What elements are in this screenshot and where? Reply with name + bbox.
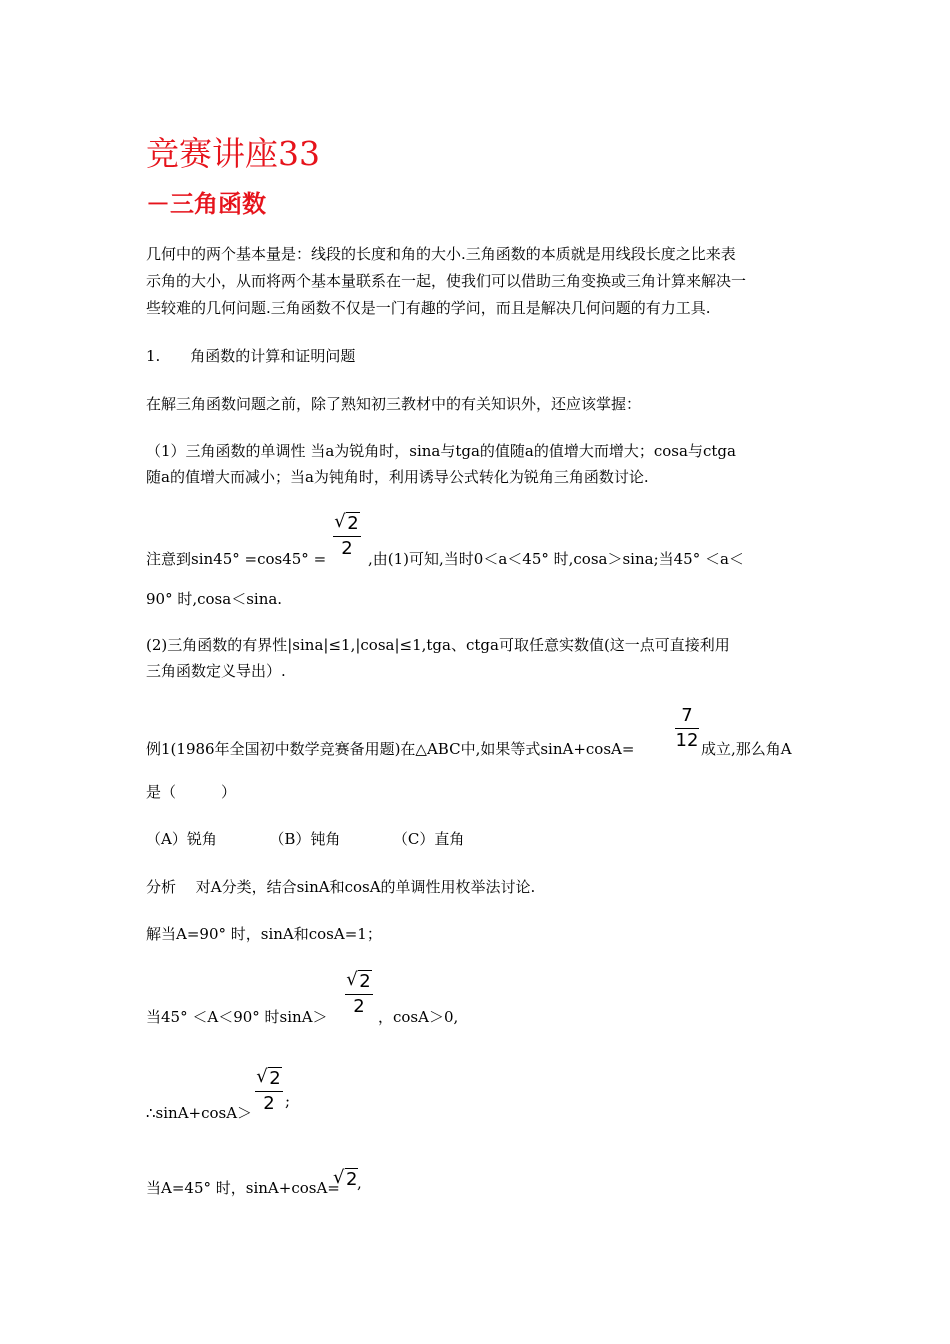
fraction-sqrt2-over-2: √ 2 2 [345,970,373,1019]
example1-line-2: 是（ ） [146,783,237,801]
page-title: 竞赛讲座33 [146,134,320,173]
solution-line-2-suffix: ，cosA＞0, [378,1008,459,1026]
solution-line-3-prefix: ∴sinA+cosA＞ [146,1104,253,1122]
intro-line-2: 示角的大小，从而将两个基本量联系在一起，使我们可以借助三角变换或三角计算来解决一 [146,272,747,290]
fraction-sqrt2-over-2: √ 2 2 [333,512,361,561]
intro-line-3: 些较难的几何问题.三角函数不仅是一门有趣的学问，而且是解决几何问题的有力工具. [146,299,711,317]
intro-line-1: 几何中的两个基本量是：线段的长度和角的大小.三角函数的本质就是用线段长度之比来表 [146,245,736,263]
fraction-sqrt2-over-2: √ 2 2 [255,1067,283,1116]
note-prefix: 注意到sin45° =cos45° = [146,550,327,568]
p1-line-1: （1）三角函数的单调性 当a为锐角时，sina与tga的值随a的值增大而增大；cosa与ctga [146,442,736,460]
fraction-denominator: 2 [341,538,353,559]
fraction-denominator: 12 [675,730,699,751]
fraction-numerator: 2 [359,971,371,992]
section-heading: 1. 角函数的计算和证明问题 [146,347,356,365]
note-suffix: ,由(1)可知,当时0＜a＜45° 时,cosa＞sina;当45° ＜a＜ [368,550,744,568]
note-line-2: 90° 时,cosa＜sina. [146,590,283,608]
answer-options: （A）锐角 （B）钝角 （C）直角 [146,830,465,848]
p2-line-2: 三角函数定义导出）. [146,662,286,680]
paragraph-before: 在解三角函数问题之前，除了熟知初三教材中的有关知识外，还应该掌握： [146,395,642,413]
p1-line-2: 随a的值增大而减小；当a为钝角时，利用诱导公式转化为锐角三角函数讨论. [146,468,649,486]
fraction-numerator: 2 [347,513,359,534]
fraction-denominator: 2 [353,996,365,1017]
solution-line-4-suffix: , [357,1174,362,1192]
solution-line-4-prefix: 当A=45° 时，sinA+cosA= [146,1179,340,1197]
fraction-numerator: 2 [269,1068,281,1089]
solution-line-2-prefix: 当45° ＜A＜90° 时sinA＞ [146,1008,328,1026]
p2-line-1: (2)三角函数的有界性|sina|≤1,|cosa|≤1,tga、ctga可取任意实数值(这一点可直接利用 [146,636,730,654]
solution-line-1: 解当A=90° 时，sinA和cosA=1； [146,925,382,943]
fraction-numerator: 7 [681,705,693,726]
example1-suffix: 成立,那么角A [701,740,792,758]
fraction-denominator: 2 [263,1093,275,1114]
analysis: 分析 对A分类，结合sinA和cosA的单调性用枚举法讨论. [146,878,536,896]
sqrt-radicand: 2 [346,1169,358,1190]
sqrt-2: √ 2 [333,1167,358,1190]
page-subtitle: －三角函数 [146,190,266,218]
example1-prefix: 例1(1986年全国初中数学竞赛备用题)在△ABC中,如果等式sinA+cosA= [146,740,635,758]
fraction-7-over-12 [675,704,699,753]
solution-line-3-suffix: ; [285,1092,291,1110]
